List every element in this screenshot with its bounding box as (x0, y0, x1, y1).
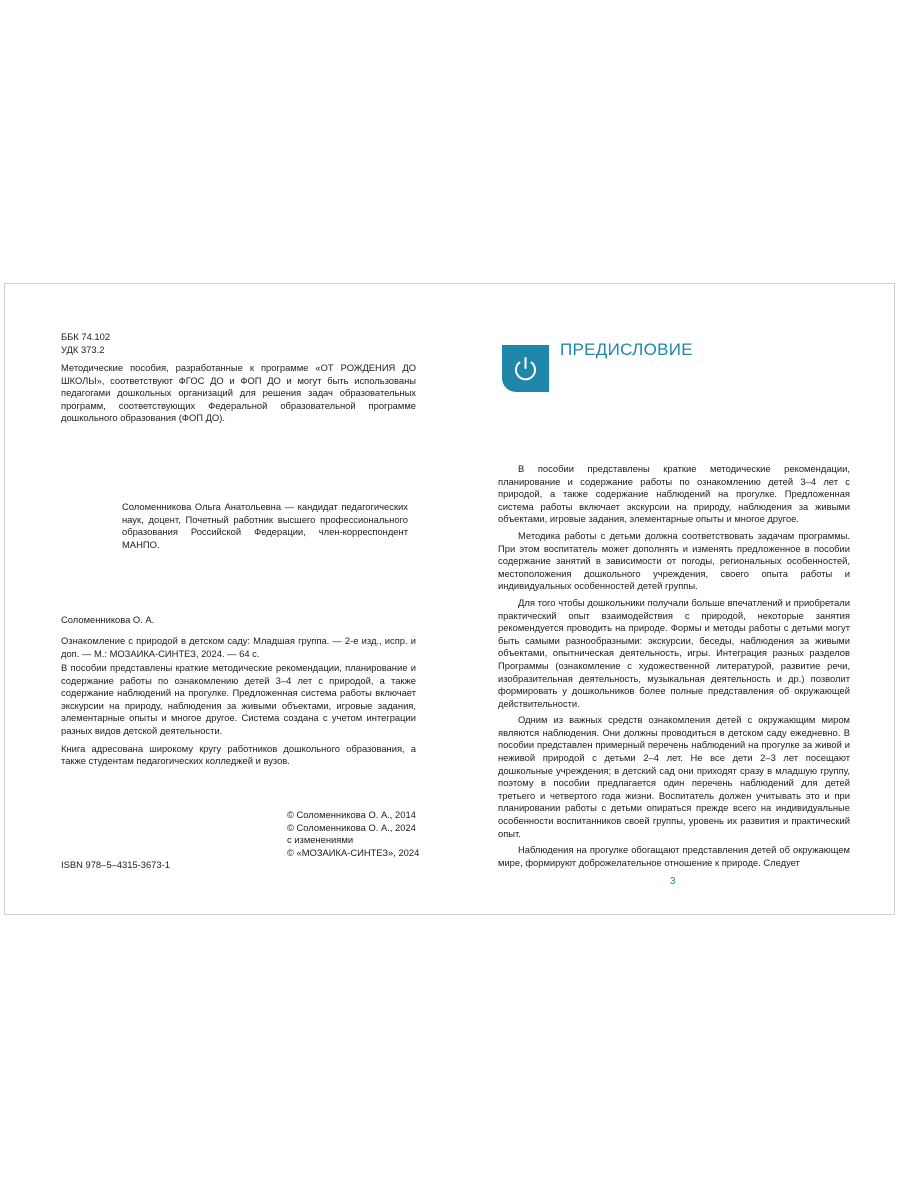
author-info: Соломенникова Ольга Анатольевна — кандидат педагогических наук, доцент, Почетный работник высшего профессионального образования Российской Федерации, член-корреспондент МАНПО. (122, 501, 408, 550)
bibliographic-record: Ознакомление с природой в детском саду: Младшая группа. — 2-е изд., испр. и доп. — М.: МОЗАИКА-СИНТЕЗ, 2024. — 64 с. (61, 635, 416, 659)
annotation-paragraph: В пособии представлены краткие методические рекомендации, планирование и содержание работы по ознакомлению детей 3–4 лет с природой, а также содержание наблюдений на прогулке. Предложенная система работы включает экскурсии на природу, наблюдения за живыми объектами, игровые задания, элементарные опыты и многое другое. Система создана с учетом интеграции разных видов детской деятельности. (61, 662, 416, 736)
preface-paragraph: Для того чтобы дошкольники получали больше впечатлений и приобретали практический опыт взаимодействия с природой, некоторые занятия рекомендуется проводить на природе. Формы и методы работы с детьми могут быть самыми разнообразными: экскурсии, беседы, наблюдения за живыми объектами, опытническая деятельность, игры. Интеграция разных разделов Программы (ознакомление с художественной литературой, развитие речи, изобразительная деятельность, музыкальная деятельность и др.) позволит формировать у дошкольников более полные представления об окружающей действительности. (498, 596, 850, 709)
copyright-line: © Соломенникова О. А., 2024 (287, 821, 416, 833)
copyright-line: © Соломенникова О. А., 2014 (287, 809, 416, 820)
series-intro: Методические пособия, разработанные к программе «ОТ РОЖДЕНИЯ ДО ШКОЛЫ», соответствуют ФГОС ДО и ФОП ДО и могут быть использованы педагогами дошкольных организаций для решения задач образовательных программ, соответствующих Федеральной образовательной программе дошкольного образования (ФОП ДО). (61, 362, 416, 424)
isbn: ISBN 978–5–4315-3673-1 (61, 859, 170, 870)
book-spread (4, 283, 895, 915)
copyright-line: © «МОЗАИКА-СИНТЕЗ», 2024 (287, 846, 420, 858)
left-page (5, 284, 450, 914)
right-page (450, 284, 896, 914)
chapter-title: ПРЕДИСЛОВИЕ (560, 340, 693, 360)
preface-paragraph: Методика работы с детьми должна соответствовать задачам программы. При этом воспитатель может дополнять и изменять предложенное в пособии содержание занятий в зависимости от погоды, региональных особенностей, местоположения дошкольного учреждения, своего опыта работы и индивидуальных особенностей детей группы. (498, 529, 850, 592)
preface-paragraph: Наблюдения на прогулке обогащают представления детей об окружающем мире, формируют доброжелательное отношение к природе. Следует (498, 844, 850, 868)
annotation (61, 662, 416, 773)
copyright-line: с изменениями (287, 834, 354, 846)
udk-code: УДК 373.2 (61, 343, 105, 355)
preface-paragraph: В пособии представлены краткие методические рекомендации, планирование и содержание работы по ознакомлению детей 3–4 лет с природой, а также содержание наблюдений на прогулке. Предложенная система работы включает экскурсии на природу, наблюдения за живыми объектами, игровые задания, элементарные опыты и многое другое. (498, 463, 850, 525)
classification-codes (61, 331, 110, 356)
page-number: 3 (670, 876, 676, 887)
preface-paragraph: Одним из важных средств ознакомления детей с окружающим миром являются наблюдения. Они должны проводиться в детском саду ежедневно. В пособии представлен примерный перечень наблюдений на прогулке за живой и неживой природой с детьми 2–4 лет. Не все дети 2–3 лет посещают дошкольные учреждения; в детский сад они приходят сразу в младшую группу, поэтому в пособии предлагается один перечень наблюдений для детей третьего и четвертого года жизни. Воспитатель должен учитывать это и при планировании работы с детьми опираться прежде всего на индивидуальные особенности воспитанников своей группы, уровень их развития и практический опыт. (498, 714, 850, 839)
copyright-block (287, 809, 419, 859)
preface-body (498, 463, 850, 873)
bbk-code: ББК 74.102 (61, 331, 111, 342)
power-icon (502, 345, 549, 392)
author-short-name: Соломенникова О. А. (61, 614, 155, 625)
annotation-paragraph: Книга адресована широкому кругу работников дошкольного образования, а также студентам педагогических колледжей и вузов. (61, 742, 416, 767)
